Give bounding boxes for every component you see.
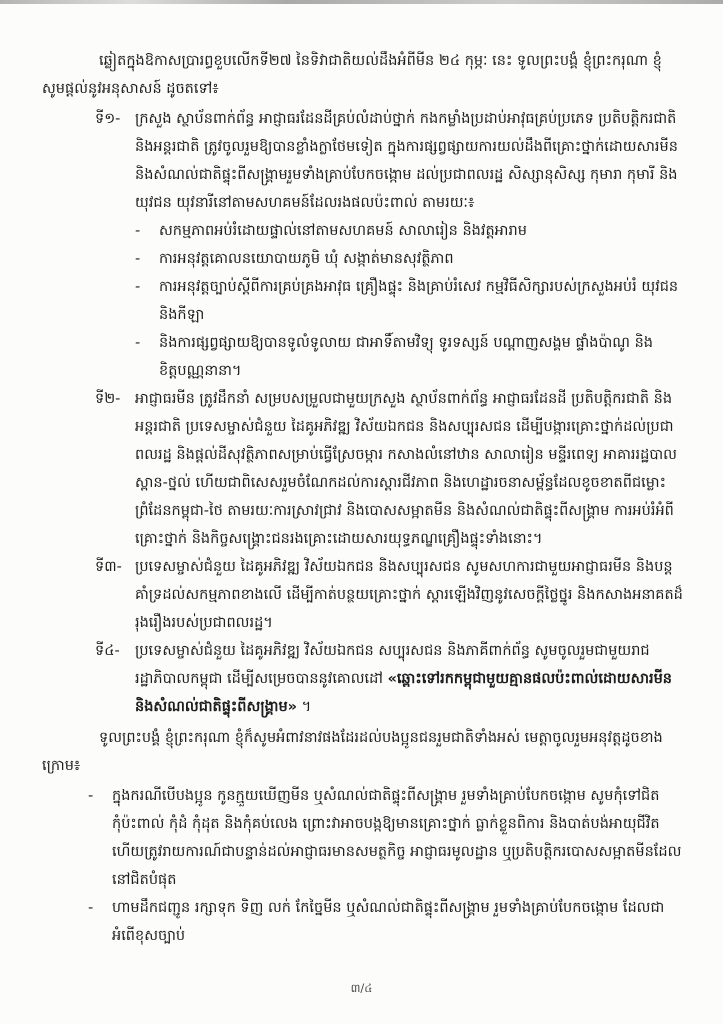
directive-body [135, 106, 684, 386]
appeal-paragraph: ទូលព្រះបង្គំ ខ្ញុំព្រះករុណា ខ្ញុំក៏សូមអំពាវនាវផងដែរដល់បងប្អូនជនរួមជាតិទាំងអស់ មេត្តាចូលរួមអនុវត្តដូចខាងក្រោម៖ [42, 729, 663, 774]
appeal-bullet-list [42, 783, 684, 951]
directive-body [135, 554, 684, 638]
directive-text-start: ប្រទេសម្ចាស់ជំនួយ ដៃគូអភិវឌ្ឍ វិស័យឯកជន សប្បុរសជន និងភាគីពាក់ព័ន្ធ សូមចូលរួមជាមួយរាជរដ្ឋាភិបាលកម្ពុជា ដើម្បីសម្រេចបាននូវគោលដៅ [135, 642, 650, 687]
bullet-item [88, 895, 684, 951]
bullet-text: ក្នុងករណីបើបងប្អូន កូនក្មួយឃើញមីន ឬសំណល់ជាតិផ្ទុះពីសង្គ្រាម រួមទាំងគ្រាប់បែកចង្កោម សូមកុំទៅជិត កុំប៉ះពាល់ កុំដំ កុំដុត និងកុំគប់លេង ព្រោះវាអាចបង្កឱ្យមានគ្រោះថ្នាក់ ធ្លាក់ខ្លួនពិការ និងបាត់បង់អាយុជីវិត ហើយត្រូវរាយការណ៍ជាបន្ទាន់ដល់អាជ្ញាធរមានសមត្ថកិច្ច អាជ្ញាធរមូលដ្ឋាន ឬប្រតិបត្តិករបោសសម្អាតមីនដែលនៅជិតបំផុត [112, 787, 682, 888]
directive-text-end: ។ [297, 698, 312, 715]
directive-number: ទី៣- [95, 558, 122, 575]
dash-bullet-marker: - [135, 250, 141, 267]
directive-item-2 [95, 386, 684, 554]
document-body [42, 48, 684, 951]
directive-text: ប្រទេសម្ចាស់ជំនួយ ដៃគូអភិវឌ្ឍ វិស័យឯកជន និងសប្បុរសជន សូមសហការជាមួយអាជ្ញាធរមីន និងបន្តគាំទ្រដល់សកម្មភាពខាងលើ ដើម្បីកាត់បន្ថយគ្រោះថ្នាក់ ស្តារឡើងវិញនូវសេចក្តីថ្លៃថ្នូរ និងកសាងអនាគតដ៏រុងរឿងរបស់ប្រជាពលរដ្ឋ។ [135, 558, 683, 631]
directive-item-4 [95, 638, 684, 722]
national-goal-bold-phrase: «ឆ្ពោះទៅរកកម្ពុជាមួយគ្មានផលប៉ះពាល់ដោយសារមីន និងសំណល់ជាតិផ្ទុះពីសង្គ្រាម» [135, 670, 672, 715]
dash-bullet-marker: - [88, 899, 94, 916]
intro-paragraph: ឆ្លៀតក្នុងឱកាសប្រារព្ធខួបលើកទី២៧ នៃទិវាជាតិយល់ដឹងអំពីមីន ២៤ កុម្ភៈ នេះ ទូលព្រះបង្គំ ខ្ញុំព្រះករុណា ខ្ញុំសូមផ្តល់នូវអនុសាសន៍ ដូចតទៅ៖ [42, 53, 662, 97]
bullet-text: សកម្មភាពអប់រំដោយផ្ទាល់នៅតាមសហគមន៍ សាលារៀន និងវត្តអារាម [159, 222, 527, 239]
directive-text [135, 638, 684, 722]
bullet-item [135, 330, 684, 386]
dash-bullet-marker: - [135, 222, 141, 239]
bullet-text: ការអនុវត្តគោលនយោបាយភូមិ ឃុំ សង្កាត់មានសុវត្ថិភាព [159, 250, 454, 267]
directive-text: ក្រសួង ស្ថាប័នពាក់ព័ន្ធ អាជ្ញាធរដែនដីគ្រប់លំដាប់ថ្នាក់ កងកម្លាំងប្រដាប់អាវុធគ្រប់ប្រភេទ ប្រតិបត្តិករជាតិ និងអន្តរជាតិ ត្រូវចូលរួមឱ្យបានខ្លាំងក្លាថែមទៀត ក្នុងការផ្សព្វផ្សាយការយល់ដឹងពីគ្រោះថ្នាក់ដោយសារមីន និងសំណល់ជាតិផ្ទុះពីសង្គ្រាមរួមទាំងគ្រាប់បែកចង្កោម ដល់ប្រជាពលរដ្ឋ សិស្សានុសិស្ស កុមារា កុមារី និងយុវជន យុវនារីនៅតាមសហគមន៍ដែលរងផលប៉ះពាល់ តាមរយៈ៖ [135, 110, 678, 211]
bullet-item [135, 246, 684, 274]
directive-body [135, 386, 684, 554]
directive-item-1 [95, 106, 684, 386]
scan-artifact-top-edge [0, 0, 723, 4]
dash-bullet-marker: - [135, 278, 141, 295]
directive-number: ទី១- [95, 110, 121, 127]
directive-text: អាជ្ញាធរមីន ត្រូវដឹកនាំ សម្របសម្រួលជាមួយក្រសួង ស្ថាប័នពាក់ព័ន្ធ អាជ្ញាធរដែនដី ប្រតិបត្តិករជាតិ និងអន្តរជាតិ ប្រទេសម្ចាស់ជំនួយ ដៃគូអភិវឌ្ឍ វិស័យឯកជន និងសប្បុរសជន ដើម្បីបង្ការគ្រោះថ្នាក់ដល់ប្រជាពលរដ្ឋ និងផ្តល់ដីសុវត្ថិភាពសម្រាប់ធ្វើស្រែចម្ការ កសាងលំនៅឋាន សាលារៀន មន្ទីរពេទ្យ អាគាររដ្ឋបាល ស្ពាន-ថ្នល់ ហើយជាពិសេសរួមចំណែកដល់ការស្តារជីវភាព និងហេដ្ឋារចនាសម្ព័ន្ធដែលខូចខាតពីជម្លោះព្រំដែនកម្ពុជា-ថៃ តាមរយៈការស្រាវជ្រាវ និងបោសសម្អាតមីន និងសំណល់ជាតិផ្ទុះពីសង្គ្រាម ការអប់រំអំពីគ្រោះថ្នាក់ និងកិច្ចសង្គ្រោះជនរងគ្រោះដោយសារយុទ្ធភណ្ឌគ្រឿងផ្ទុះទាំងនោះ។ [135, 390, 677, 547]
bullet-text: និងការផ្សព្វផ្សាយឱ្យបានទូលំទូលាយ ជាអាទិ៍តាមវិទ្យុ ទូរទស្សន៍ បណ្តាញសង្គម ផ្ទាំងប៉ាណូ និងខិត្តបណ្ណនានា។ [159, 334, 654, 379]
directive-bullet-list [135, 218, 684, 386]
directive-item-3 [95, 554, 684, 638]
bullet-text: ការអនុវត្តច្បាប់ស្តីពីការគ្រប់គ្រងអាវុធ គ្រឿងផ្ទុះ និងគ្រាប់រំសេវ កម្មវិធីសិក្សារបស់ក្រសួងអប់រំ យុវជន និងកីឡា [159, 278, 679, 323]
bullet-item [88, 783, 684, 895]
bullet-item [135, 274, 684, 330]
bullet-item [135, 218, 684, 246]
page-number: ៣/៤ [350, 981, 373, 995]
dash-bullet-marker: - [135, 334, 141, 351]
directive-number: ទី៤- [95, 642, 120, 659]
directive-body [135, 638, 684, 722]
bullet-text: ហាមដឹកជញ្ជូន រក្សាទុក ទិញ លក់ កែច្នៃមីន ឬសំណល់ជាតិផ្ទុះពីសង្គ្រាម រួមទាំងគ្រាប់បែកចង្កោម ដែលជាអំពើខុសច្បាប់ [112, 899, 665, 944]
directive-number: ទី២- [95, 390, 121, 407]
dash-bullet-marker: - [88, 787, 94, 804]
